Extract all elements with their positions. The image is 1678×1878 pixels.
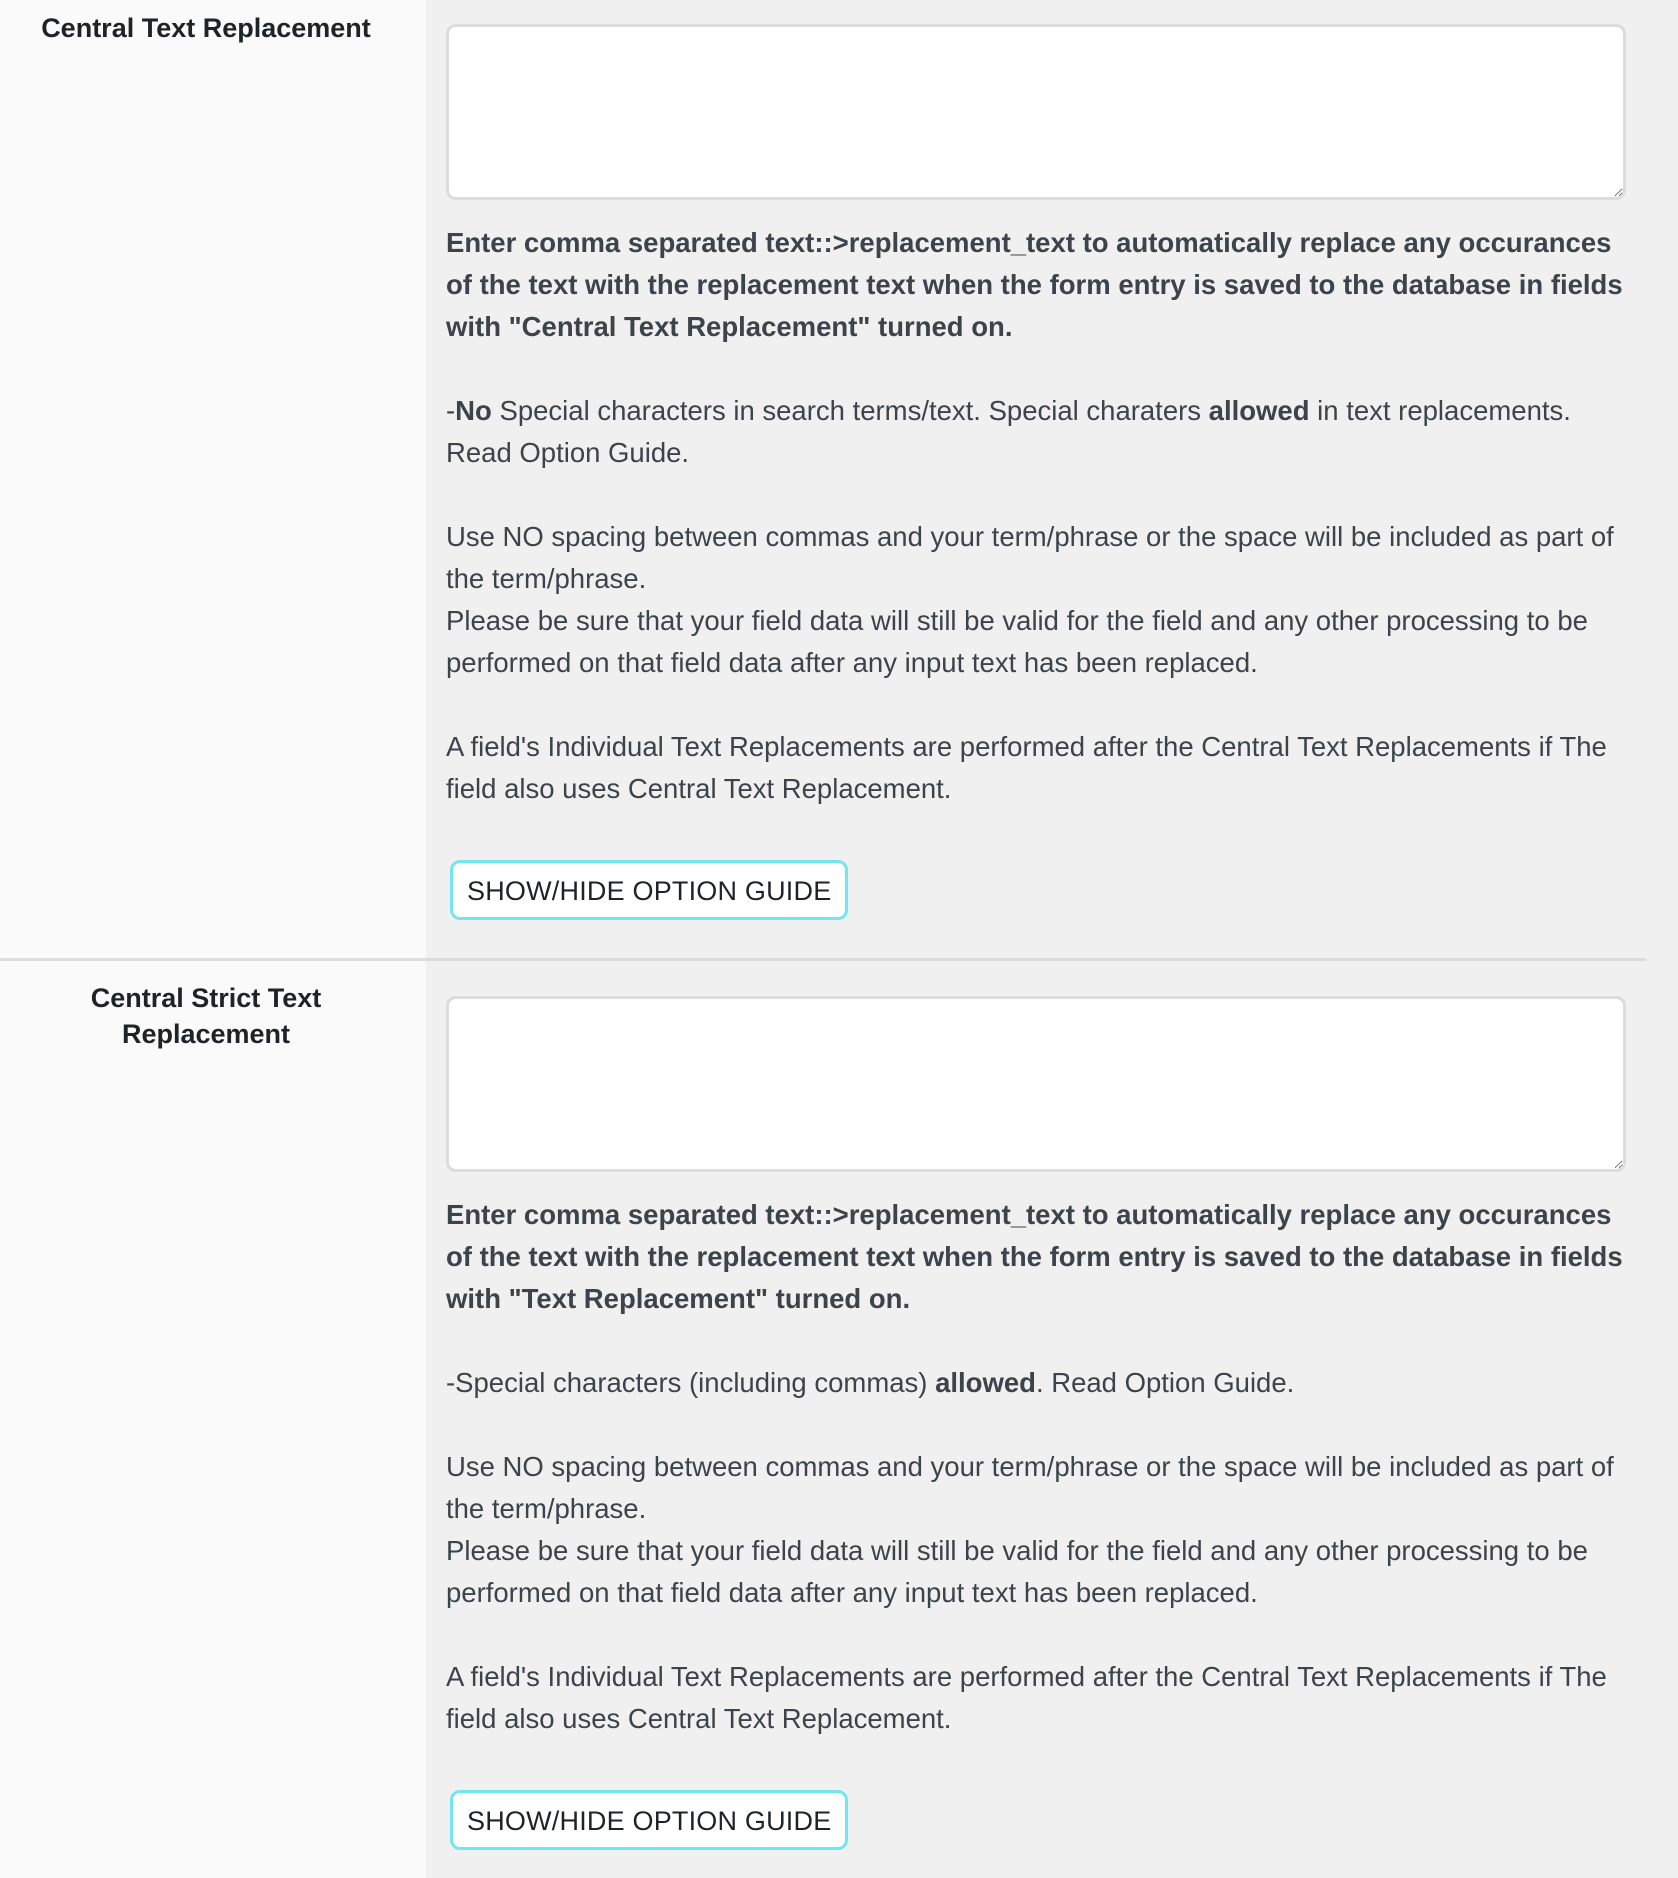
central-strict-text-replacement-textarea[interactable] bbox=[446, 996, 1626, 1172]
description-order-note: A field's Individual Text Replacements are performed after the Central Text Replacements if The field also uses Central Text Replacement. bbox=[446, 731, 1607, 804]
description-intro: Enter comma separated text::>replacement_text to automatically replace any occurances of the text with the replacement text when the form entry is saved to the database in fields with "Text Replacement" turned on. bbox=[446, 1199, 1623, 1314]
description-spacing-note: Use NO spacing between commas and your term/phrase or the space will be included as part of the term/phrase. bbox=[446, 521, 1614, 594]
no-emphasis: No bbox=[455, 395, 492, 426]
description-validity-note: Please be sure that your field data will still be valid for the field and any other processing to be performed on that field data after any input text has been replaced. bbox=[446, 605, 1588, 678]
setting-description bbox=[446, 222, 1626, 810]
description-intro: Enter comma separated text::>replacement_text to automatically replace any occurances of the text with the replacement text when the form entry is saved to the database in fields with "Central Text Replacement" turned on. bbox=[446, 227, 1623, 342]
description-order-note: A field's Individual Text Replacements are performed after the Central Text Replacements if The field also uses Central Text Replacement. bbox=[446, 1661, 1607, 1734]
setting-description bbox=[446, 1194, 1626, 1740]
allowed-emphasis: allowed bbox=[1208, 395, 1310, 426]
description-special-characters: -No Special characters in search terms/text. Special charaters allowed in text replacements. Read Option Guide. bbox=[446, 395, 1571, 468]
description-validity-note: Please be sure that your field data will still be valid for the field and any other processing to be performed on that field data after any input text has been replaced. bbox=[446, 1535, 1588, 1608]
setting-label: Central Strict Text Replacement bbox=[90, 983, 322, 1049]
show-hide-option-guide-button[interactable]: SHOW/HIDE OPTION GUIDE bbox=[450, 1790, 848, 1850]
allowed-emphasis: allowed bbox=[935, 1367, 1036, 1398]
description-special-characters: -Special characters (including commas) allowed. Read Option Guide. bbox=[446, 1367, 1295, 1398]
setting-label: Central Text Replacement bbox=[41, 13, 371, 43]
setting-field bbox=[446, 24, 1626, 920]
description-spacing-note: Use NO spacing between commas and your term/phrase or the space will be included as part of the term/phrase. bbox=[446, 1451, 1614, 1524]
setting-row-central-strict-text-replacement bbox=[0, 962, 1678, 1878]
central-text-replacement-textarea[interactable] bbox=[446, 24, 1626, 200]
row-divider bbox=[0, 958, 1646, 961]
setting-field bbox=[446, 996, 1626, 1850]
show-hide-option-guide-button[interactable]: SHOW/HIDE OPTION GUIDE bbox=[450, 860, 848, 920]
